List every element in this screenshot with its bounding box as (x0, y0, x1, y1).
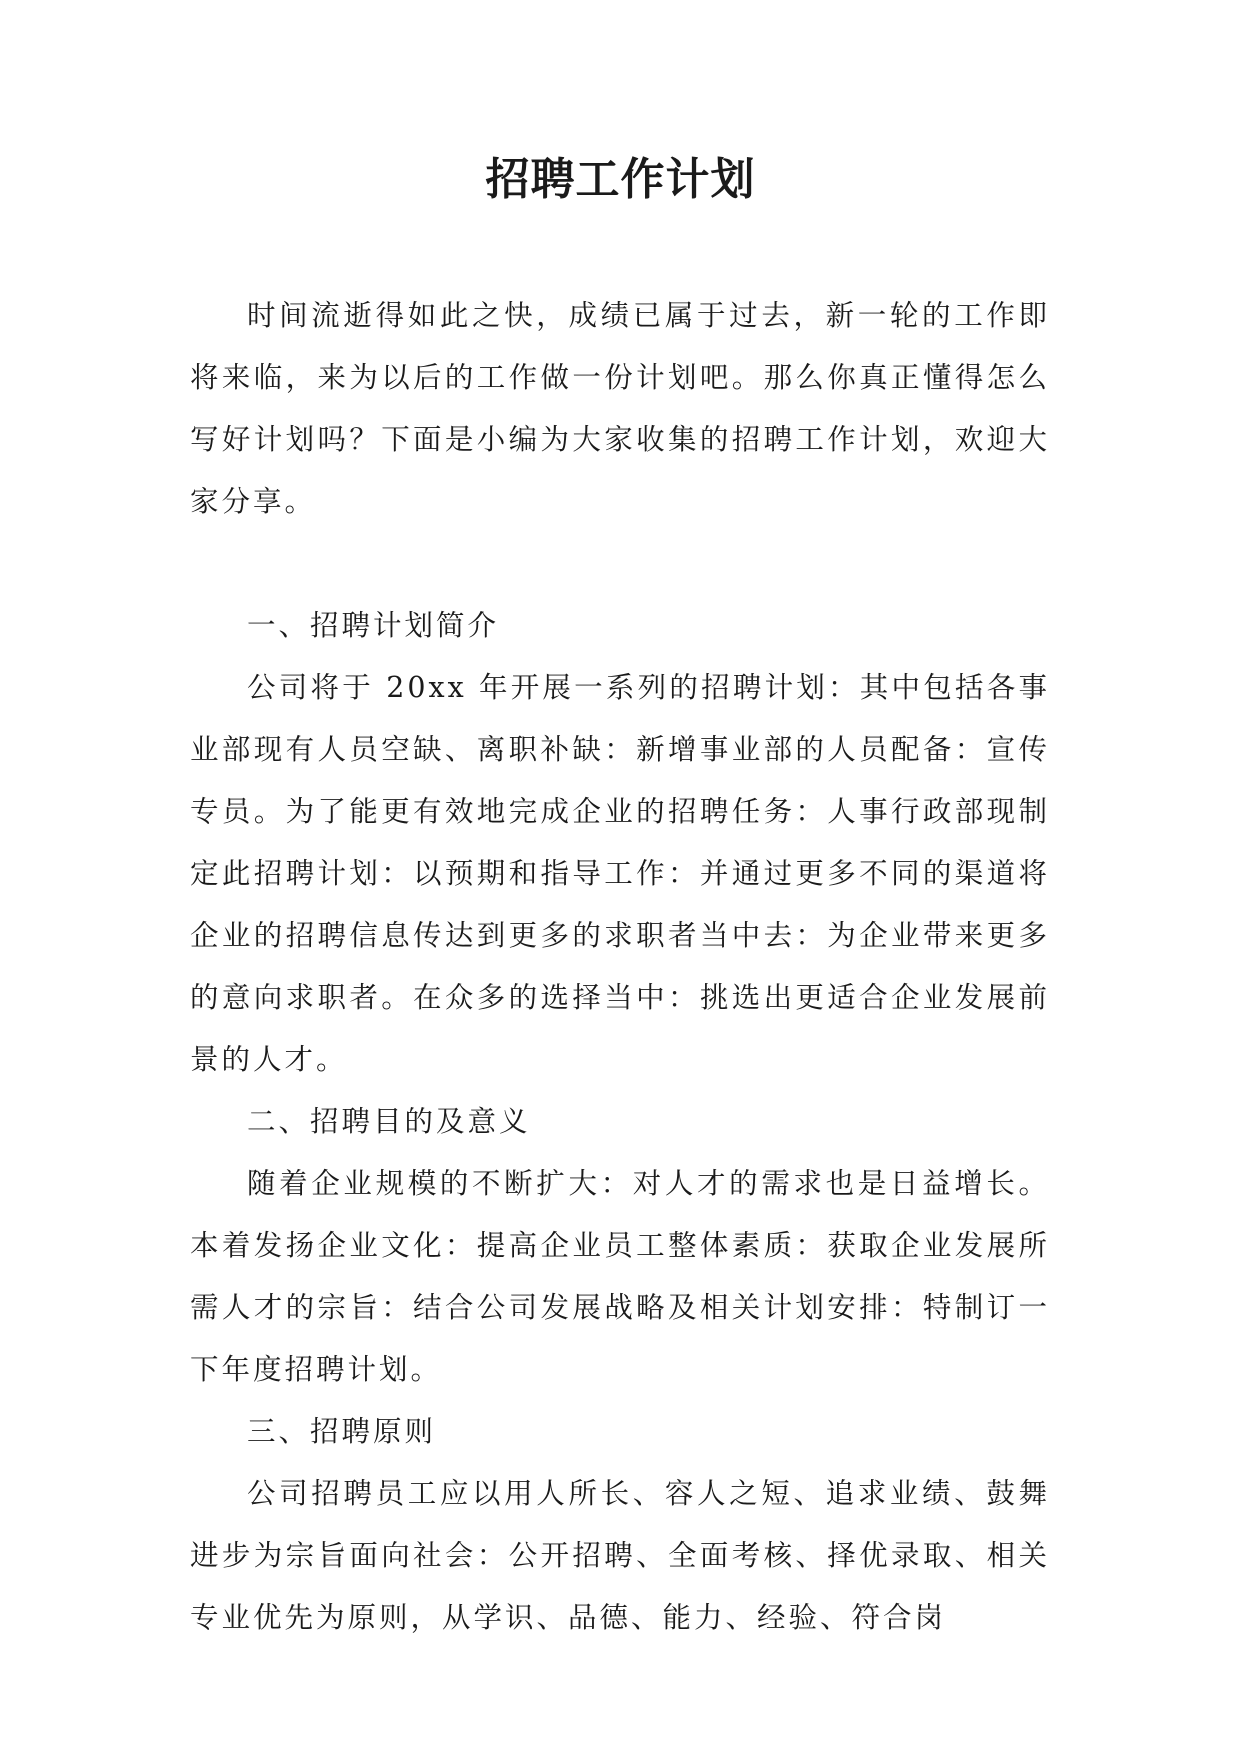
document-body (190, 285, 1050, 1649)
section-2-paragraph: 随着企业规模的不断扩大：对人才的需求也是日益增长。本着发扬企业文化：提高企业员工整体素质：获取企业发展所需人才的宗旨：结合公司发展战略及相关计划安排：特制订一下年度招聘计划。 (190, 1167, 1050, 1386)
section-3-heading: 三、招聘原则 (247, 1415, 437, 1448)
section-3-paragraph: 公司招聘员工应以用人所长、容人之短、追求业绩、鼓舞进步为宗旨面向社会：公开招聘、全面考核、择优录取、相关专业优先为原则，从学识、品德、能力、经验、符合岗 (190, 1477, 1050, 1634)
section-1-paragraph: 公司将于 20xx 年开展一系列的招聘计划：其中包括各事业部现有人员空缺、离职补缺：新增事业部的人员配备：宣传专员。为了能更有效地完成企业的招聘任务：人事行政部现制定此招聘计划：以预期和指导工作：并通过更多不同的渠道将企业的招聘信息传达到更多的求职者当中去：为企业带来更多的意向求职者。在众多的选择当中：挑选出更适合企业发展前景的人才。 (190, 671, 1050, 1076)
intro-paragraph: 时间流逝得如此之快，成绩已属于过去，新一轮的工作即将来临，来为以后的工作做一份计划吧。那么你真正懂得怎么写好计划吗？下面是小编为大家收集的招聘工作计划，欢迎大家分享。 (190, 299, 1050, 518)
paragraph-gap (190, 533, 1050, 595)
document-title: 招聘工作计划 (485, 154, 756, 205)
section-1-heading: 一、招聘计划简介 (247, 609, 500, 642)
section-2-heading: 二、招聘目的及意义 (247, 1105, 531, 1138)
